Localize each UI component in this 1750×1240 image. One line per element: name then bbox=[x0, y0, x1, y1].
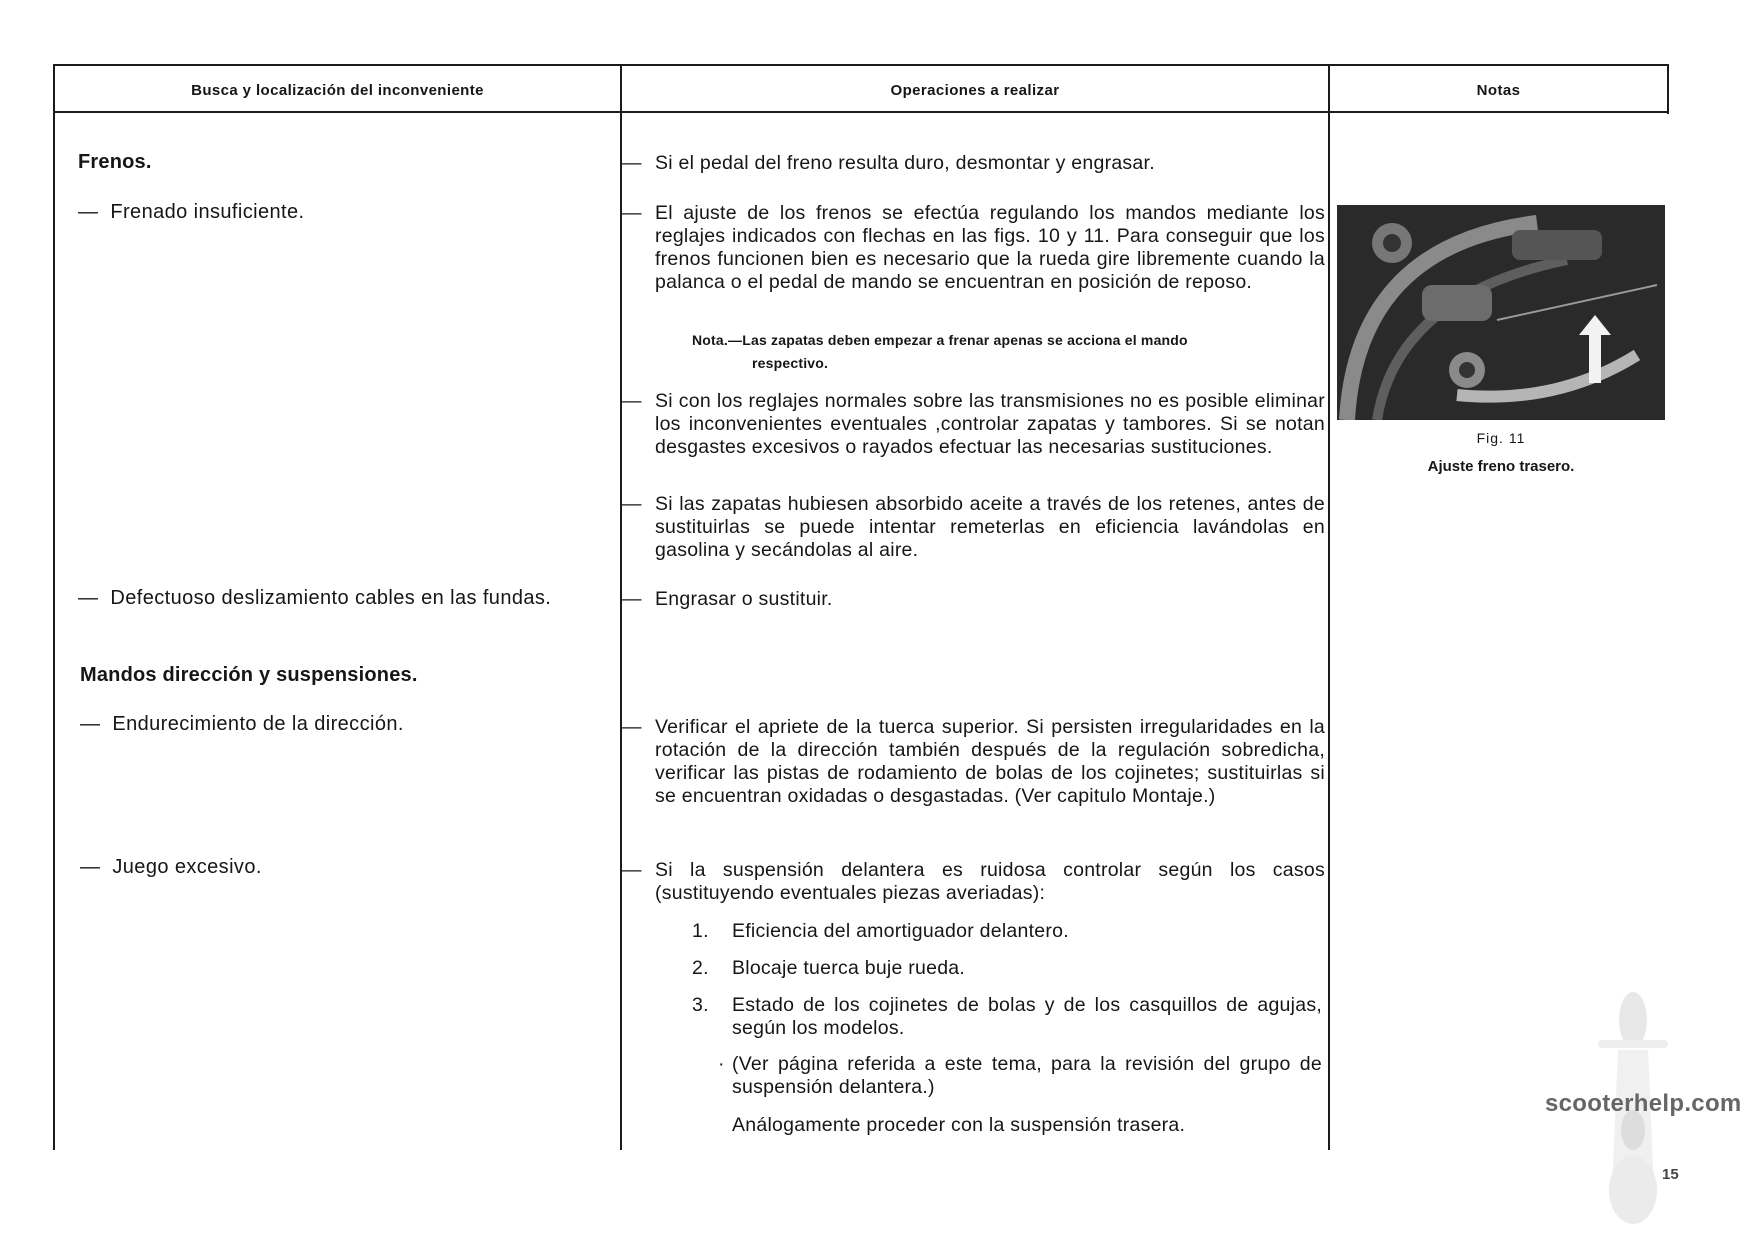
operation-text: Engrasar o sustituir. bbox=[655, 588, 833, 610]
issue-excessive-play bbox=[80, 856, 262, 879]
list-item-text: Blocaje tuerca buje rueda. bbox=[732, 957, 966, 979]
dash: — bbox=[78, 587, 99, 609]
dash: — bbox=[622, 152, 642, 174]
list-item-text: Estado de los cojinetes de bolas y de los casquillos de agujas, según los modelos. bbox=[732, 994, 1322, 1039]
list-item-number: 2. bbox=[692, 957, 709, 979]
bullet: · bbox=[718, 1053, 725, 1075]
figure-rear-brake-photo bbox=[1337, 205, 1665, 420]
list-item-number: 1. bbox=[692, 920, 709, 942]
operation-check-top-nut bbox=[622, 716, 1325, 808]
note-label: Nota. bbox=[692, 332, 728, 348]
header-col-troubleshooting: Busca y localización del inconveniente bbox=[191, 81, 484, 99]
figure-label: Fig. 11 bbox=[1476, 430, 1526, 446]
issue-insufficient-braking bbox=[78, 201, 304, 224]
issue-text: Defectuoso deslizamiento cables en las fundas. bbox=[110, 587, 552, 609]
dash: — bbox=[622, 202, 642, 224]
issue-text: Endurecimiento de la dirección. bbox=[112, 713, 404, 735]
dash: — bbox=[622, 588, 642, 610]
reference-note-text: (Ver página referida a este tema, para la revisión del grupo de suspensión delantera.) bbox=[732, 1053, 1322, 1098]
page-number: 15 bbox=[1662, 1166, 1679, 1183]
table-right-border bbox=[1667, 64, 1669, 114]
issue-stiff-steering bbox=[80, 713, 404, 736]
operation-text: Si con los reglajes normales sobre las transmisiones no es posible eliminar los inconvenientes eventuales ,controlar zapatas y tambores. Si se notan desgastes excesivos o rayados efectuar las necesarias sustituciones. bbox=[655, 390, 1325, 458]
operation-brake-adjustment bbox=[622, 202, 1325, 294]
note-brake-shoes bbox=[692, 329, 1317, 375]
list-item bbox=[692, 920, 1322, 943]
header-col-notes: Notas bbox=[1476, 81, 1521, 99]
dash: — bbox=[78, 201, 99, 223]
list-item-text: Eficiencia del amortiguador delantero. bbox=[732, 920, 1069, 942]
section-title-steering-suspension: Mandos dirección y suspensiones. bbox=[80, 664, 418, 686]
header-col-operations: Operaciones a realizar bbox=[890, 81, 1060, 99]
dash: — bbox=[622, 493, 642, 515]
operation-text: Si la suspensión delantera es ruidosa controlar según los casos (sustituyendo eventuales piezas averiadas): bbox=[655, 859, 1325, 904]
operation-text: El ajuste de los frenos se efectúa regulando los mandos mediante los reglajes indicados con flechas en las figs. 10 y 11. Para conseguir que los frenos funcionen bien es necesario que la rueda gire libremente cuando la palanca o el pedal de mando se encuentran en posición de reposo. bbox=[655, 202, 1325, 293]
operation-text: Si las zapatas hubiesen absorbido aceite a través de los retenes, antes de sustituirlas se puede intentar remeterlas en eficiencia lavándolas en gasolina y secándolas al aire. bbox=[655, 493, 1325, 561]
note-line-1 bbox=[692, 329, 1317, 352]
dash: — bbox=[622, 390, 642, 412]
operation-text: Si el pedal del freno resulta duro, desmontar y engrasar. bbox=[655, 152, 1155, 174]
operation-grease-or-replace bbox=[622, 588, 1325, 611]
list-item-number: 3. bbox=[692, 994, 709, 1016]
analog-note bbox=[732, 1114, 1322, 1137]
issue-cable-sliding bbox=[78, 587, 551, 610]
reference-note bbox=[718, 1053, 1322, 1099]
figure-caption: Ajuste freno trasero. bbox=[1427, 458, 1575, 475]
table-left-border bbox=[53, 64, 55, 1150]
note-text: —Las zapatas deben empezar a frenar apenas se acciona el mando bbox=[728, 332, 1188, 348]
dash: — bbox=[80, 856, 101, 878]
table-top-border bbox=[53, 64, 1669, 66]
note-line-2: respectivo. bbox=[752, 355, 829, 371]
operation-text: Verificar el apriete de la tuerca superior. Si persisten irregularidades en la rotación de la dirección también después de la regulación sobredicha, verificar las pistas de rodamiento de bolas de los cojinetes; sustituirlas si se encuentran oxidadas o desgastadas. (Ver capitulo Montaje.) bbox=[655, 716, 1325, 807]
section-title-brakes: Frenos. bbox=[78, 151, 152, 173]
operation-noisy-suspension bbox=[622, 859, 1325, 905]
dash: — bbox=[80, 713, 101, 735]
list-item bbox=[692, 957, 1322, 980]
operation-hard-pedal bbox=[622, 152, 1325, 175]
dash: — bbox=[622, 716, 642, 738]
watermark-text: scooterhelp.com bbox=[1545, 1090, 1742, 1117]
operation-oil-soaked-shoes bbox=[622, 493, 1325, 562]
issue-text: Frenado insuficiente. bbox=[110, 201, 305, 223]
issue-text: Juego excesivo. bbox=[112, 856, 262, 878]
analog-note-text: Análogamente proceder con la suspensión trasera. bbox=[732, 1114, 1186, 1136]
table-column-divider-2 bbox=[1328, 64, 1330, 1150]
operation-check-shoes-drums bbox=[622, 390, 1325, 459]
rear-brake-illustration bbox=[1337, 205, 1665, 420]
list-item bbox=[692, 994, 1322, 1040]
dash: — bbox=[622, 859, 642, 881]
